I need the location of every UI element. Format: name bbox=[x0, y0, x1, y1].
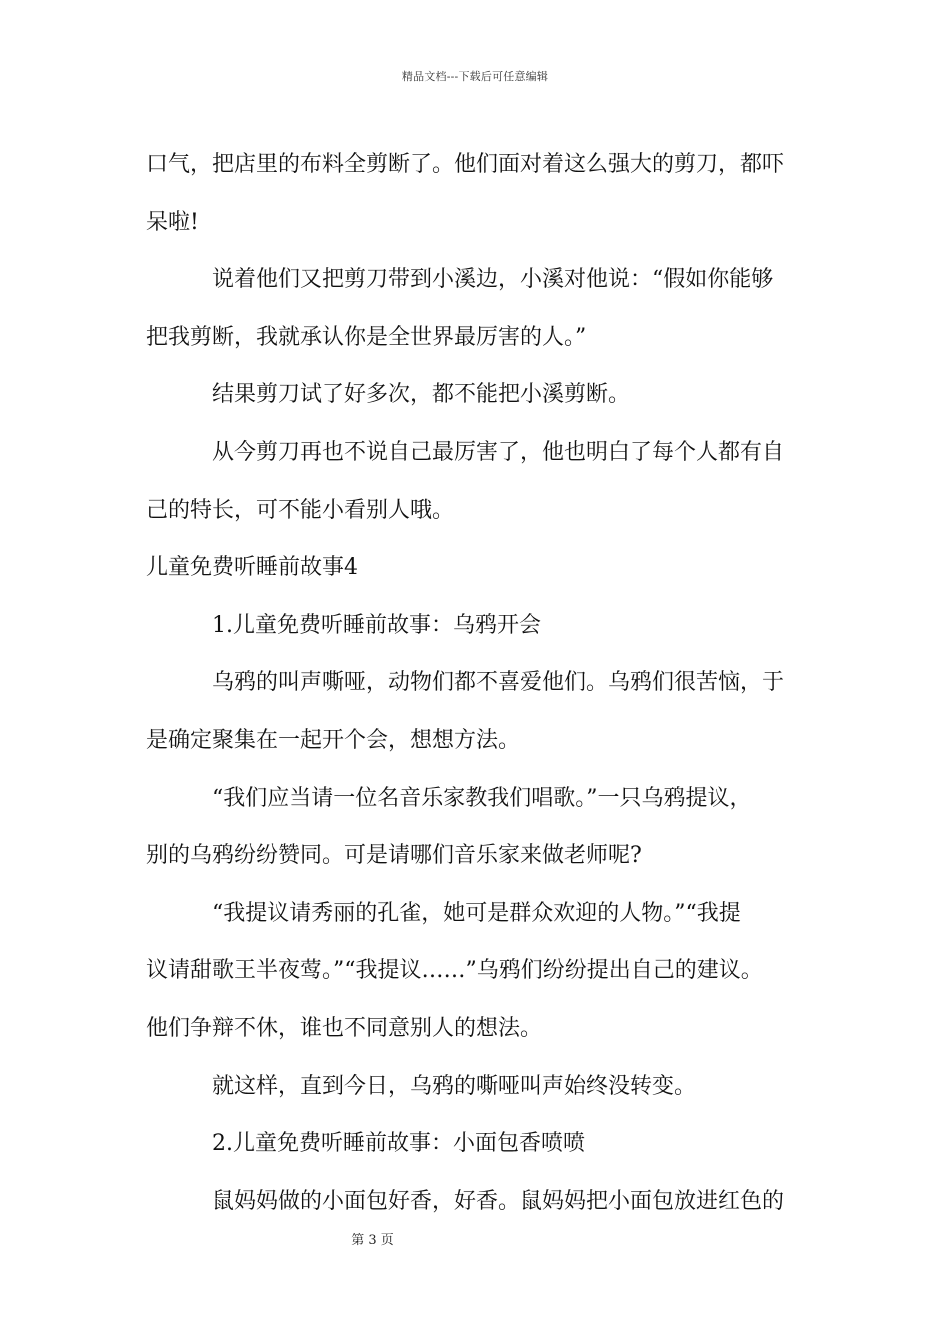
page-number: 第 3 页 bbox=[351, 1233, 394, 1248]
paragraph-line: 他们争辩不休，谁也不同意别人的想法。 bbox=[146, 1015, 543, 1041]
paragraph-line: 呆啦! bbox=[146, 209, 199, 235]
paragraph-line: 是确定聚集在一起开个会，想想方法。 bbox=[146, 727, 521, 753]
paragraph-line: 说着他们又把剪刀带到小溪边，小溪对他说：“假如你能够 bbox=[212, 267, 774, 293]
paragraph-line: 己的特长，可不能小看别人哦。 bbox=[146, 497, 455, 523]
paragraph-line: 结果剪刀试了好多次，都不能把小溪剪断。 bbox=[212, 382, 631, 408]
paragraph-line: “我们应当请一位名音乐家教我们唱歌。”一只乌鸦提议， bbox=[212, 785, 752, 811]
document-body bbox=[146, 136, 836, 1230]
paragraph-line: 把我剪断，我就承认你是全世界最厉害的人。” bbox=[146, 324, 587, 350]
paragraph-line: 鼠妈妈做的小面包好香，好香。鼠妈妈把小面包放进红色的 bbox=[212, 1188, 785, 1214]
paragraph-line: 从今剪刀再也不说自己最厉害了，他也明白了每个人都有自 bbox=[212, 439, 785, 465]
paragraph-line: “我提议请秀丽的孔雀，她可是群众欢迎的人物。”“我提 bbox=[212, 900, 741, 926]
paragraph-line: 口气，把店里的布料全剪断了。他们面对着这么强大的剪刀，都吓 bbox=[146, 152, 785, 177]
story-title: 2.儿童免费听睡前故事：小面包香喷喷 bbox=[212, 1131, 585, 1157]
paragraph-line: 乌鸦的叫声嘶哑，动物们都不喜爱他们。乌鸦们很苦恼，于 bbox=[212, 670, 785, 696]
paragraph-line: 就这样，直到今日，乌鸦的嘶哑叫声始终没转变。 bbox=[212, 1073, 697, 1099]
page-header: 精品文档---下载后可任意编辑 bbox=[401, 70, 549, 83]
section-title: 儿童免费听睡前故事4 bbox=[146, 555, 358, 581]
paragraph-line: 别的乌鸦纷纷赞同。可是请哪们音乐家来做老师呢? bbox=[146, 843, 642, 869]
story-title: 1.儿童免费听睡前故事：乌鸦开会 bbox=[212, 612, 541, 638]
paragraph-line: 议请甜歌王半夜莺。”“我提议……”乌鸦们纷纷提出自己的建议。 bbox=[146, 958, 763, 984]
